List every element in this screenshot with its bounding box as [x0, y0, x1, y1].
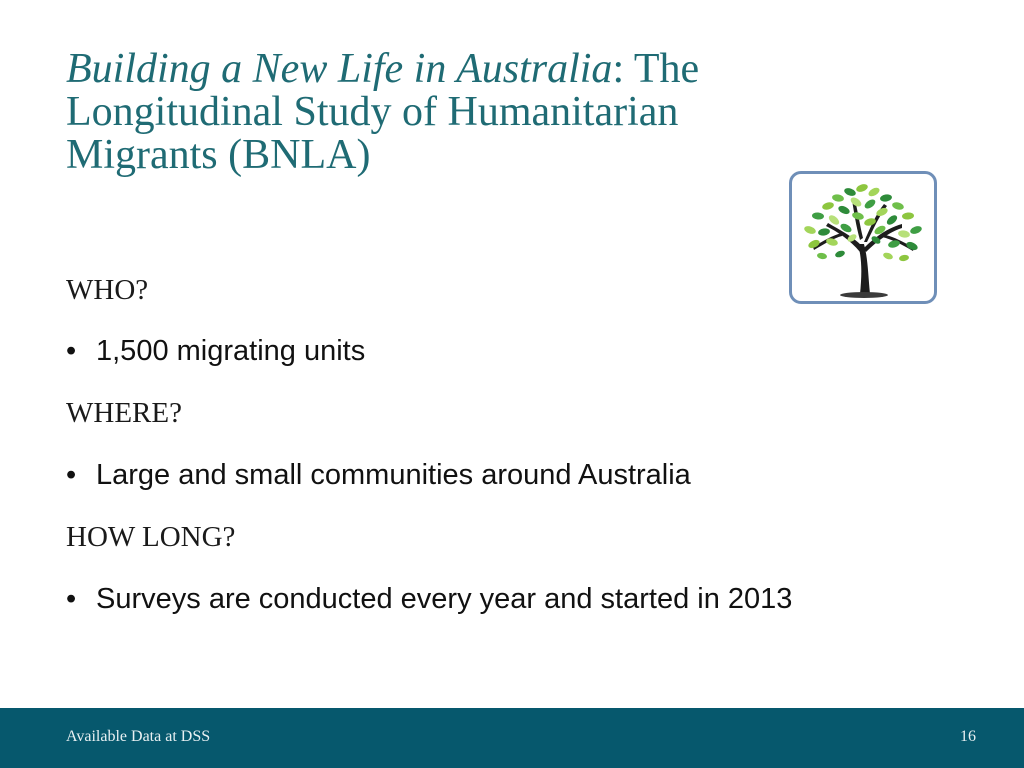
bullet-item-how-long: [66, 583, 792, 616]
page-number: 16: [960, 728, 976, 745]
section-heading-how-long: HOW LONG?: [66, 521, 236, 553]
slide-title-rest: : The Longitudinal Study of Humanitarian Migrants (BNLA): [66, 46, 700, 178]
bullet-dot: •: [66, 583, 77, 615]
section-heading-where: WHERE?: [66, 397, 182, 429]
slide-title: [66, 48, 826, 177]
bullet-text: Surveys are conducted every year and started in 2013: [96, 583, 793, 615]
bullet-dot: •: [66, 335, 77, 367]
section-heading-who: WHO?: [66, 274, 149, 306]
tree-image: [789, 171, 937, 304]
slide-title-italic: Building a New Life in Australia: [66, 46, 613, 92]
footer-bar: [0, 708, 1024, 768]
bullet-text: 1,500 migrating units: [96, 335, 366, 367]
bullet-item-who: [66, 335, 365, 368]
bullet-item-where: [66, 459, 691, 492]
footer-title: Available Data at DSS: [66, 728, 211, 745]
bullet-text: Large and small communities around Australia: [96, 459, 691, 491]
bullet-dot: •: [66, 459, 77, 491]
tree-icon: [792, 174, 934, 301]
